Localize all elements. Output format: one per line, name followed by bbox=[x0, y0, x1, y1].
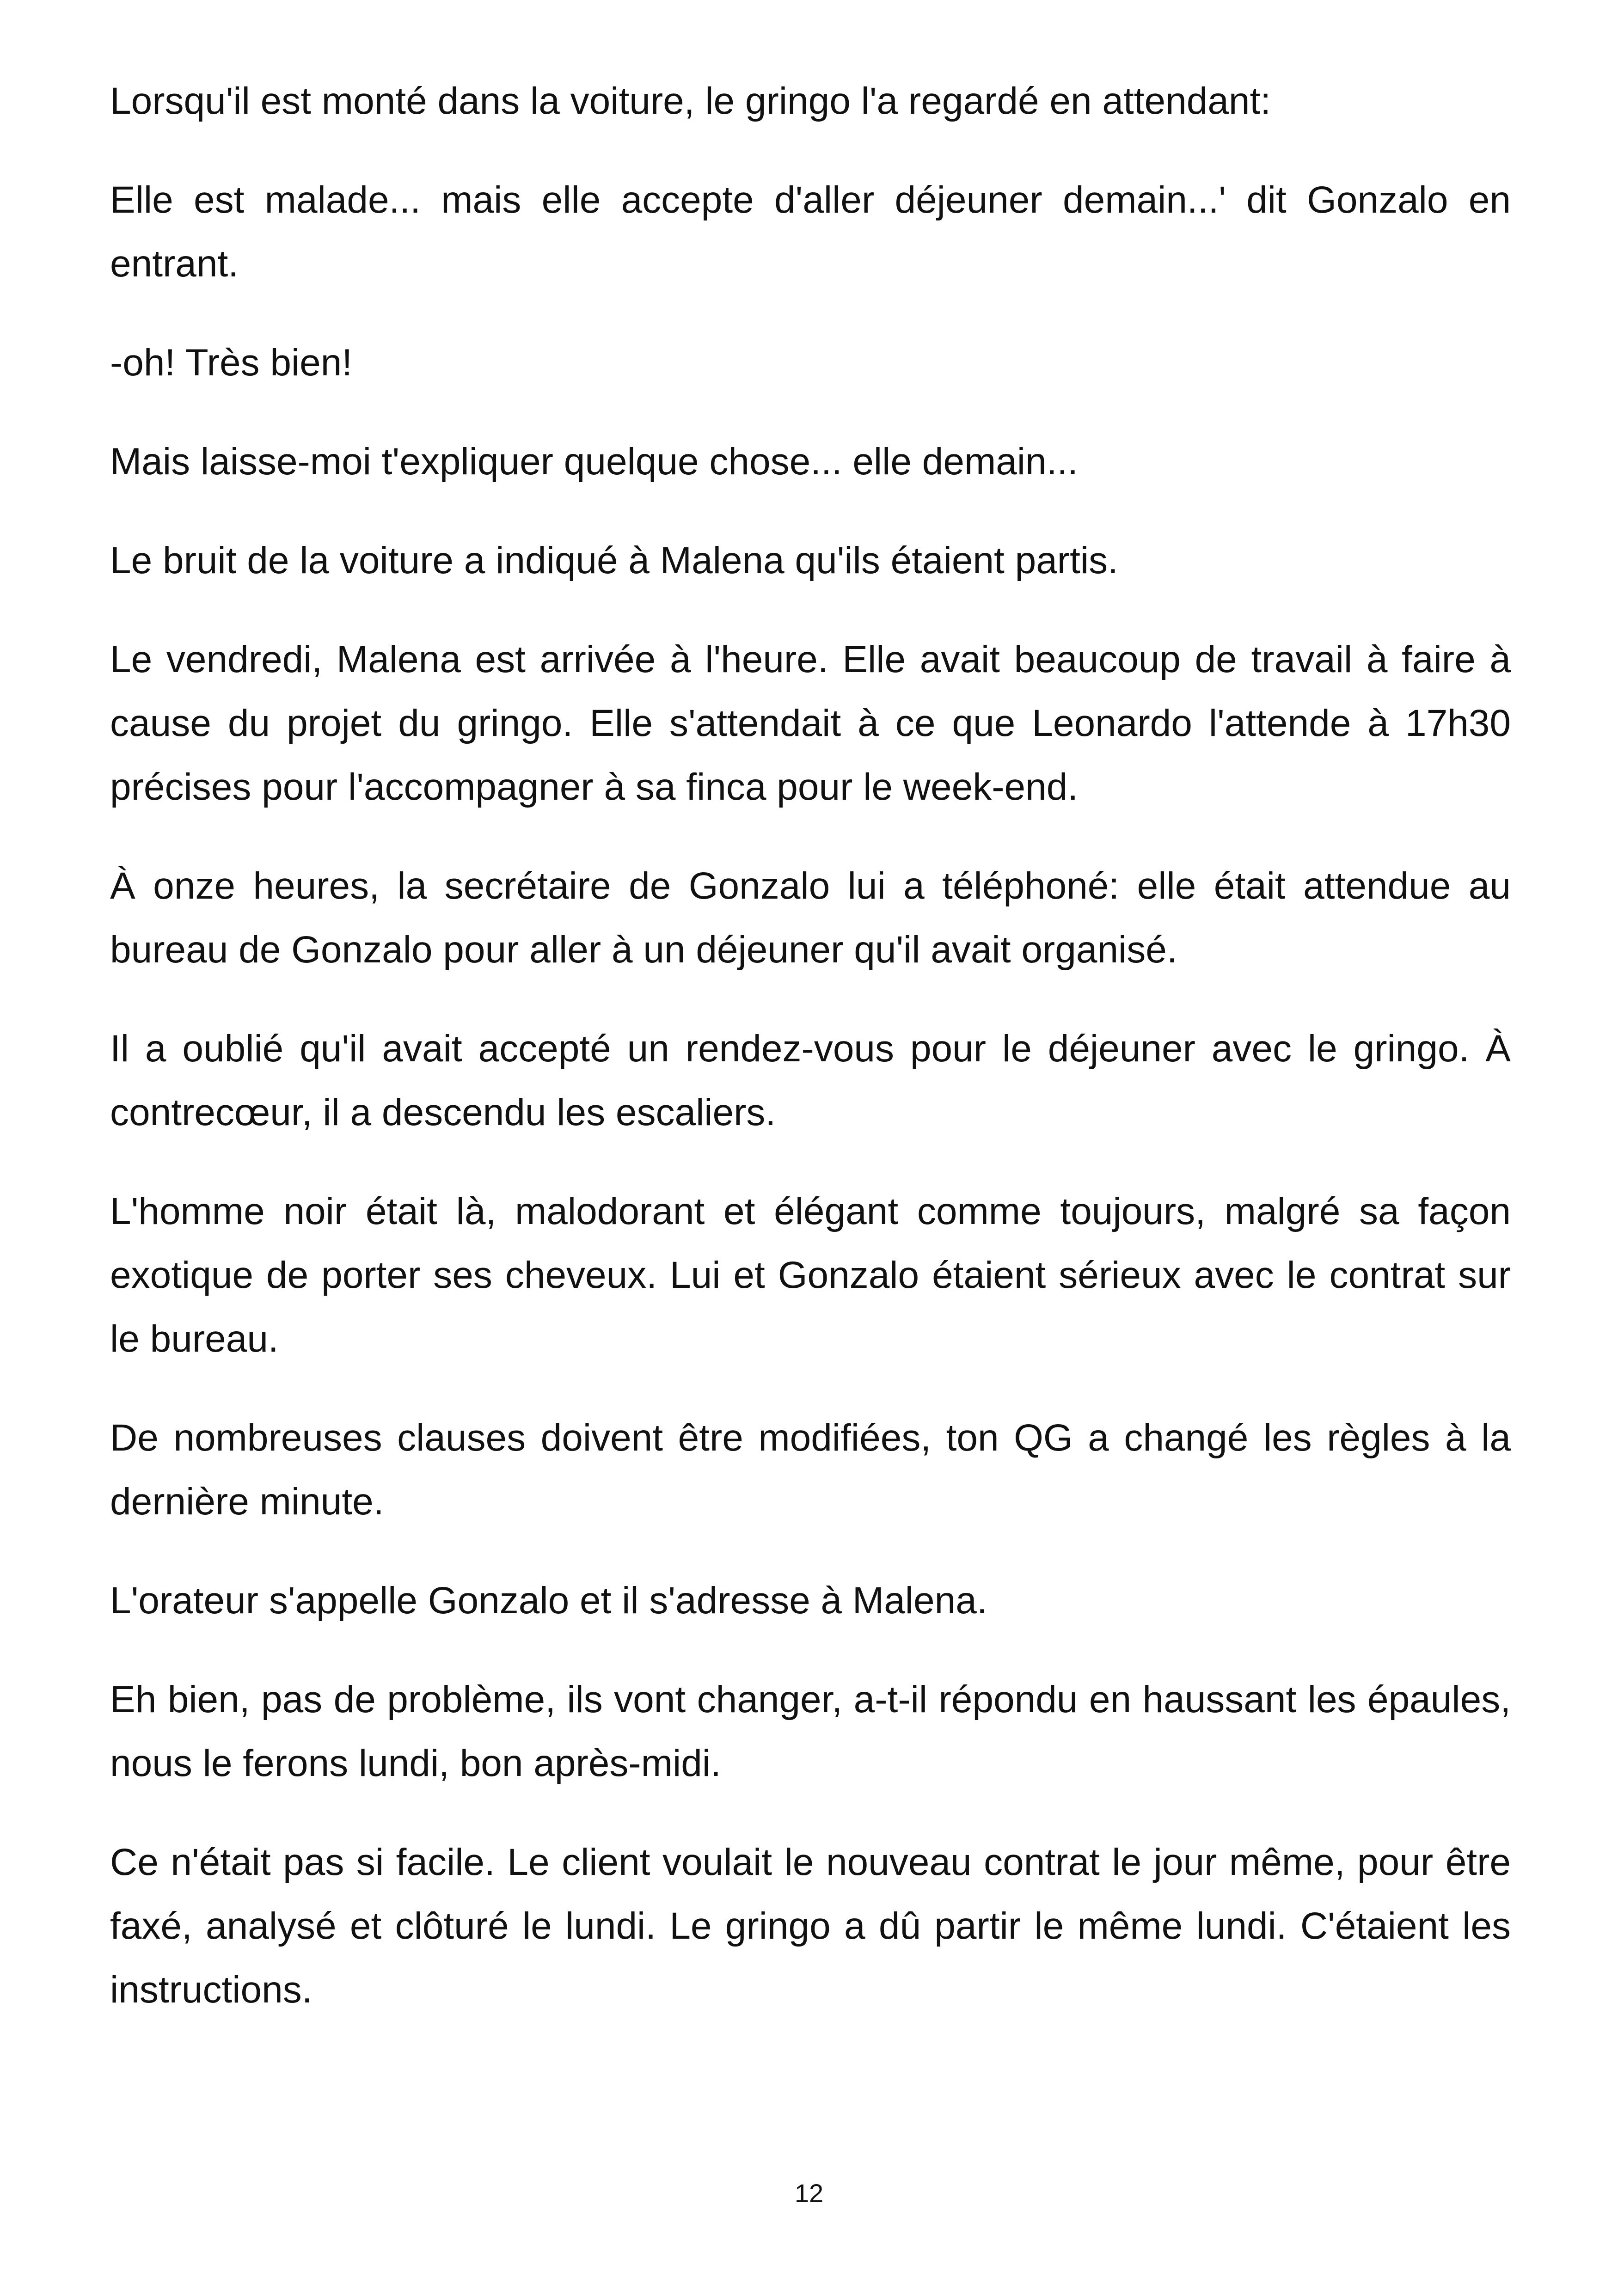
paragraph: Le vendredi, Malena est arrivée à l'heure. Elle avait beaucoup de travail à faire à cause du projet du gringo. Elle s'attendait à ce que Leonardo l'attende à 17h30 précises pour l'accompagner à sa finca pour le week-end. bbox=[110, 638, 1511, 808]
paragraph: Il a oublié qu'il avait accepté un rendez-vous pour le déjeuner avec le gringo. À contrecœur, il a descendu les escaliers. bbox=[110, 1028, 1511, 1133]
paragraph: Le bruit de la voiture a indiqué à Malena qu'ils étaient partis. bbox=[110, 539, 1118, 582]
paragraph: Eh bien, pas de problème, ils vont changer, a-t-il répondu en haussant les épaules, nous le ferons lundi, bon après-midi. bbox=[110, 1678, 1511, 1784]
paragraph: L'orateur s'appelle Gonzalo et il s'adresse à Malena. bbox=[110, 1580, 987, 1622]
paragraph: Mais laisse-moi t'expliquer quelque chose... elle demain... bbox=[110, 441, 1079, 483]
paragraph: De nombreuses clauses doivent être modifiées, ton QG a changé les règles à la dernière minute. bbox=[110, 1417, 1511, 1523]
document-body bbox=[110, 69, 1511, 2057]
paragraph: L'homme noir était là, malodorant et élégant comme toujours, malgré sa façon exotique de porter ses cheveux. Lui et Gonzalo étaient sérieux avec le contrat sur le bureau. bbox=[110, 1190, 1511, 1360]
page-number: 12 bbox=[794, 2179, 824, 2208]
paragraph: Elle est malade... mais elle accepte d'aller déjeuner demain...' dit Gonzalo en entrant. bbox=[110, 179, 1511, 285]
paragraph: Lorsqu'il est monté dans la voiture, le gringo l'a regardé en attendant: bbox=[110, 80, 1271, 122]
paragraph: Ce n'était pas si facile. Le client voulait le nouveau contrat le jour même, pour être faxé, analysé et clôturé le lundi. Le gringo a dû partir le même lundi. C'étaient les instructions. bbox=[110, 1841, 1511, 2011]
paragraph: -oh! Très bien! bbox=[110, 342, 353, 384]
paragraph: À onze heures, la secrétaire de Gonzalo lui a téléphoné: elle était attendue au bureau de Gonzalo pour aller à un déjeuner qu'il avait organisé. bbox=[110, 865, 1511, 971]
